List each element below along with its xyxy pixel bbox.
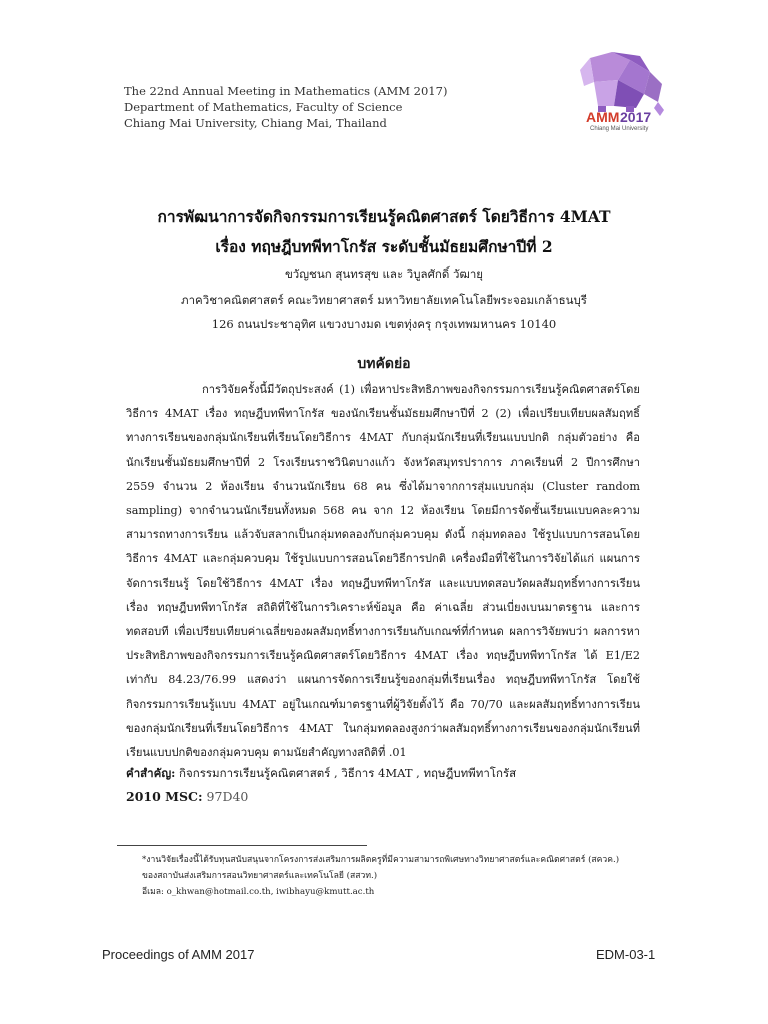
footnote-line-1: *งานวิจัยเรื่องนี้ได้รับทุนสนับสนุนจากโครงการส่งเสริมการผลิตครูที่มีความสามารถพิเศษทางวิทยาศาสตร์และคณิตศาสตร์ (สควค.) xyxy=(142,855,620,865)
keywords-line xyxy=(126,765,516,783)
author-affiliation: ภาควิชาคณิตศาสตร์ คณะวิทยาศาสตร์ มหาวิทยาลัยเทคโนโลยีพระจอมเกล้าธนบุรี xyxy=(181,293,587,307)
elephant-logo-icon xyxy=(570,50,670,132)
keywords-label: คำสำคัญ: xyxy=(126,766,176,780)
footer-page-id: EDM-03-1 xyxy=(596,947,656,962)
conference-header xyxy=(124,83,447,131)
footnote-line-2: ของสถาบันส่งเสริมการสอนวิทยาศาสตร์และเทคโนโลยี (สสวท.) xyxy=(142,871,378,881)
header-line-2: Department of Mathematics, Faculty of Science xyxy=(124,100,403,114)
abstract-body: การวิจัยครั้งนี้มีวัตถุประสงค์ (1) เพื่อหาประสิทธิภาพของกิจกรรมการเรียนรู้คณิตศาสตร์โดยวิธีการ 4MAT เรื่อง ทฤษฎีบทพีทาโกรัส ของนักเรียนชั้นมัธยมศึกษาปีที่ 2 (2) เพื่อเปรียบเทียบผลสัมฤทธิ์ทางการเรียนของกลุ่มนักเรียนที่เรียนโดยวิธีการ 4MAT กับกลุ่มนักเรียนที่เรียนแบบปกติ กลุ่มตัวอย่าง คือ นักเรียนชั้นมัธยมศึกษาปีที่ 2 โรงเรียนราชวินิตบางแก้ว จังหวัดสมุทรปราการ ภาคเรียนที่ 2 ปีการศึกษา 2559 จำนวน 2 ห้องเรียน จำนวนนักเรียน 68 คน ซึ่งได้มาจากการสุ่มแบบกลุ่ม (Cluster random sampling) จากจำนวนนักเรียนทั้งหมด 568 คน จาก 12 ห้องเรียน โดยมีการจัดชั้นเรียนแบบคละความสามารถทางการเรียน แล้วจับสลากเป็นกลุ่มทดลองกับกลุ่มควบคุม ดังนี้ กลุ่มทดลอง ใช้รูปแบบการสอนโดยวิธีการ 4MAT และกลุ่มควบคุม ใช้รูปแบบการสอนโดยวิธีการปกติ เครื่องมือที่ใช้ในการวิจัยได้แก่ แผนการจัดการเรียนรู้ โดยใช้วิธีการ 4MAT เรื่อง ทฤษฎีบทพีทาโกรัส และแบบทดสอบวัดผลสัมฤทธิ์ทางการเรียน เรื่อง ทฤษฎีบทพีทาโกรัส สถิติที่ใช้ในการวิเคราะห์ข้อมูล คือ ค่าเฉลี่ย ส่วนเบี่ยงเบนมาตรฐาน และการทดสอบที เพื่อเปรียบเทียบค่าเฉลี่ยของผลสัมฤทธิ์ทางการเรียนกับเกณฑ์ที่กำหนด ผลการวิจัยพบว่า ผลการหาประสิทธิภาพของกิจกรรมการเรียนรู้คณิตศาสตร์โดยวิธีการ 4MAT เรื่อง ทฤษฎีบทพีทาโกรัส ได้ E1/E2 เท่ากับ 84.23/76.99 แสดงว่า แผนการจัดการเรียนรู้ของกลุ่มที่เรียนเรื่อง ทฤษฎีบทพีทาโกรัส โดยใช้กิจกรรมการเรียนรู้แบบ 4MAT อยู่ในเกณฑ์มาตรฐานที่ผู้วิจัยตั้งไว้ คือ 70/70 และผลสัมฤทธิ์ทางการเรียนของกลุ่มนักเรียนที่เรียนโดยวิธีการ 4MAT ในกลุ่มทดลองสูงกว่าผลสัมฤทธิ์ทางการเรียนของกลุ่มนักเรียนที่เรียนแบบปกติของกลุ่มควบคุม ตามนัยสำคัญทางสถิติที่ .01 xyxy=(126,383,640,760)
paper-title-line-2: เรื่อง ทฤษฎีบทพีทาโกรัส ระดับชั้นมัธยมศึกษาปีที่ 2 xyxy=(215,237,553,256)
abstract-heading: บทคัดย่อ xyxy=(357,356,411,372)
paper-title-line-1: การพัฒนาการจัดกิจกรรมการเรียนรู้คณิตศาสตร์ โดยวิธีการ 4MAT xyxy=(157,207,611,226)
logo-amm-text: AMM xyxy=(586,109,620,125)
amm-2017-logo xyxy=(570,50,670,132)
footnote-email: อีเมล: o_khwan@hotmail.co.th, iwibhayu@kmutt.ac.th xyxy=(142,887,375,897)
author-names: ขวัญชนก สุนทรสุข และ วิบูลศักดิ์ วัฒายุ xyxy=(284,267,484,281)
msc-label: 2010 MSC: xyxy=(126,789,203,804)
logo-subtitle-text: Chiang Mai University xyxy=(590,126,649,132)
header-line-1: The 22nd Annual Meeting in Mathematics (AMM 2017) xyxy=(124,84,448,98)
footnote-divider xyxy=(117,845,367,846)
header-line-3: Chiang Mai University, Chiang Mai, Thailand xyxy=(124,116,387,130)
footer-proceedings: Proceedings of AMM 2017 xyxy=(102,947,255,962)
msc-line xyxy=(126,789,248,804)
keywords-value: กิจกรรมการเรียนรู้คณิตศาสตร์ , วิธีการ 4MAT , ทฤษฎีบทพีทาโกรัส xyxy=(175,766,517,780)
author-address: 126 ถนนประชาอุทิศ แขวงบางมด เขตทุ่งครุ กรุงเทพมหานคร 10140 xyxy=(211,317,557,331)
logo-year-text: 2017 xyxy=(620,109,652,125)
msc-value: 97D40 xyxy=(202,789,249,804)
